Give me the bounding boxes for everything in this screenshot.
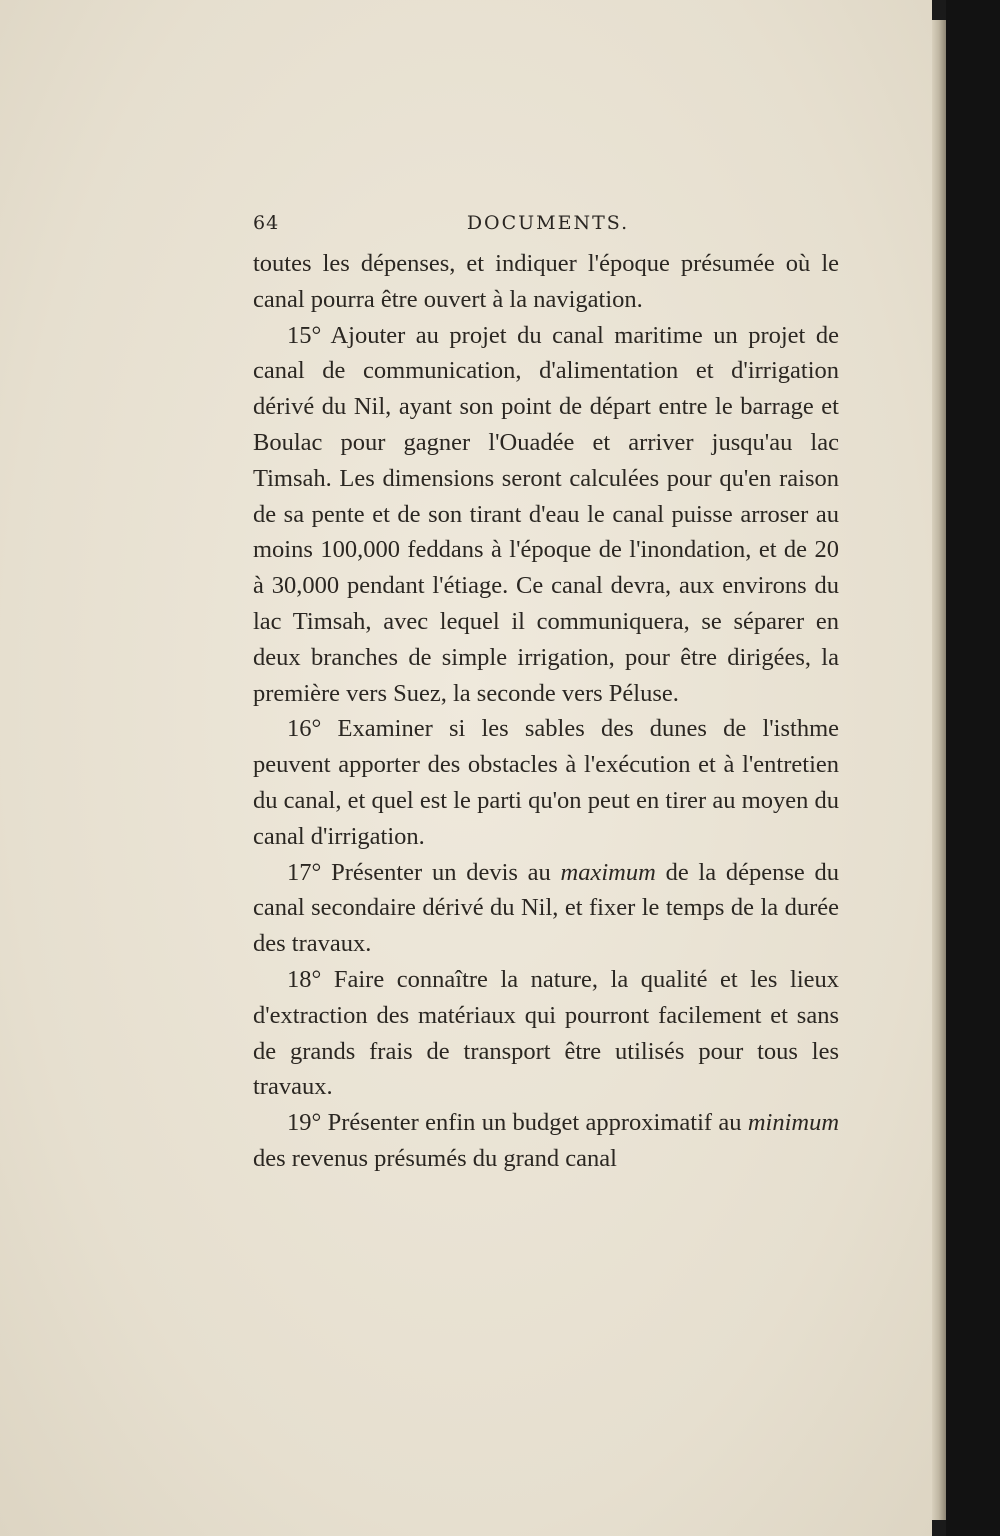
running-header <box>253 212 843 242</box>
article-number: 17° <box>287 858 322 886</box>
paragraph-19 <box>253 1105 839 1177</box>
page-edge <box>932 20 946 1520</box>
italic-term: maximum <box>560 858 656 886</box>
article-number: 18° <box>287 965 322 993</box>
paragraph-17 <box>253 855 839 962</box>
body-text <box>253 246 839 1177</box>
paragraph-text: Présenter enfin un budget approximatif au <box>327 1109 742 1137</box>
scan-background <box>946 0 1000 1536</box>
paragraph-16 <box>253 711 839 854</box>
article-number: 16° <box>287 715 322 743</box>
page-number: 64 <box>253 212 280 234</box>
italic-term: minimum <box>747 1109 840 1137</box>
paragraph-18 <box>253 962 839 1105</box>
paragraph-text: Examiner si les sables des dunes de l'isthme peuvent apporter des obstacles à l'exécution et à l'entretien du canal, et quel est le parti qu'on peut en tirer au moyen du canal d'irrigation. <box>253 715 840 850</box>
paragraph-text: Ajouter au projet du canal maritime un projet de canal de communication, d'alimentation et d'irrigation dérivé du Nil, ayant son point de départ entre le barrage et Boulac pour gagner l'Ouadée et arriver jusqu'au lac Timsah. Les dimensions seront calculées pour qu'en raison de sa pente et de son tirant d'eau le canal puisse arroser au moins 100,000 feddans à l'époque de l'inondation, et de 20 à 30,000 pendant l'étiage. Ce canal devra, aux environs du lac Timsah, avec lequel il communiquera, se séparer en deux branches de simple irrigation, pour être dirigées, la première vers Suez, la seconde vers Péluse. <box>253 321 839 707</box>
article-number: 15° <box>287 321 322 349</box>
paragraph-15 <box>253 318 839 712</box>
paragraph-text: des revenus présumés du grand canal <box>253 1144 617 1172</box>
paragraph-text: Présenter un devis au <box>331 858 551 886</box>
paragraph-text: de la dépense du canal secondaire dérivé du Nil, et fixer le temps de la durée des travaux. <box>253 858 840 958</box>
paragraph-text: Faire connaître la nature, la qualité et les lieux d'extraction des matériaux qui pourront facilement et sans de grands frais de transport être utilisés pour tous les travaux. <box>253 965 840 1101</box>
running-title: DOCUMENTS. <box>466 212 630 234</box>
paragraph-continuation: toutes les dépenses, et indiquer l'époque présumée où le canal pourra être ouvert à la navigation. <box>253 250 839 313</box>
article-number: 19° <box>287 1109 322 1137</box>
